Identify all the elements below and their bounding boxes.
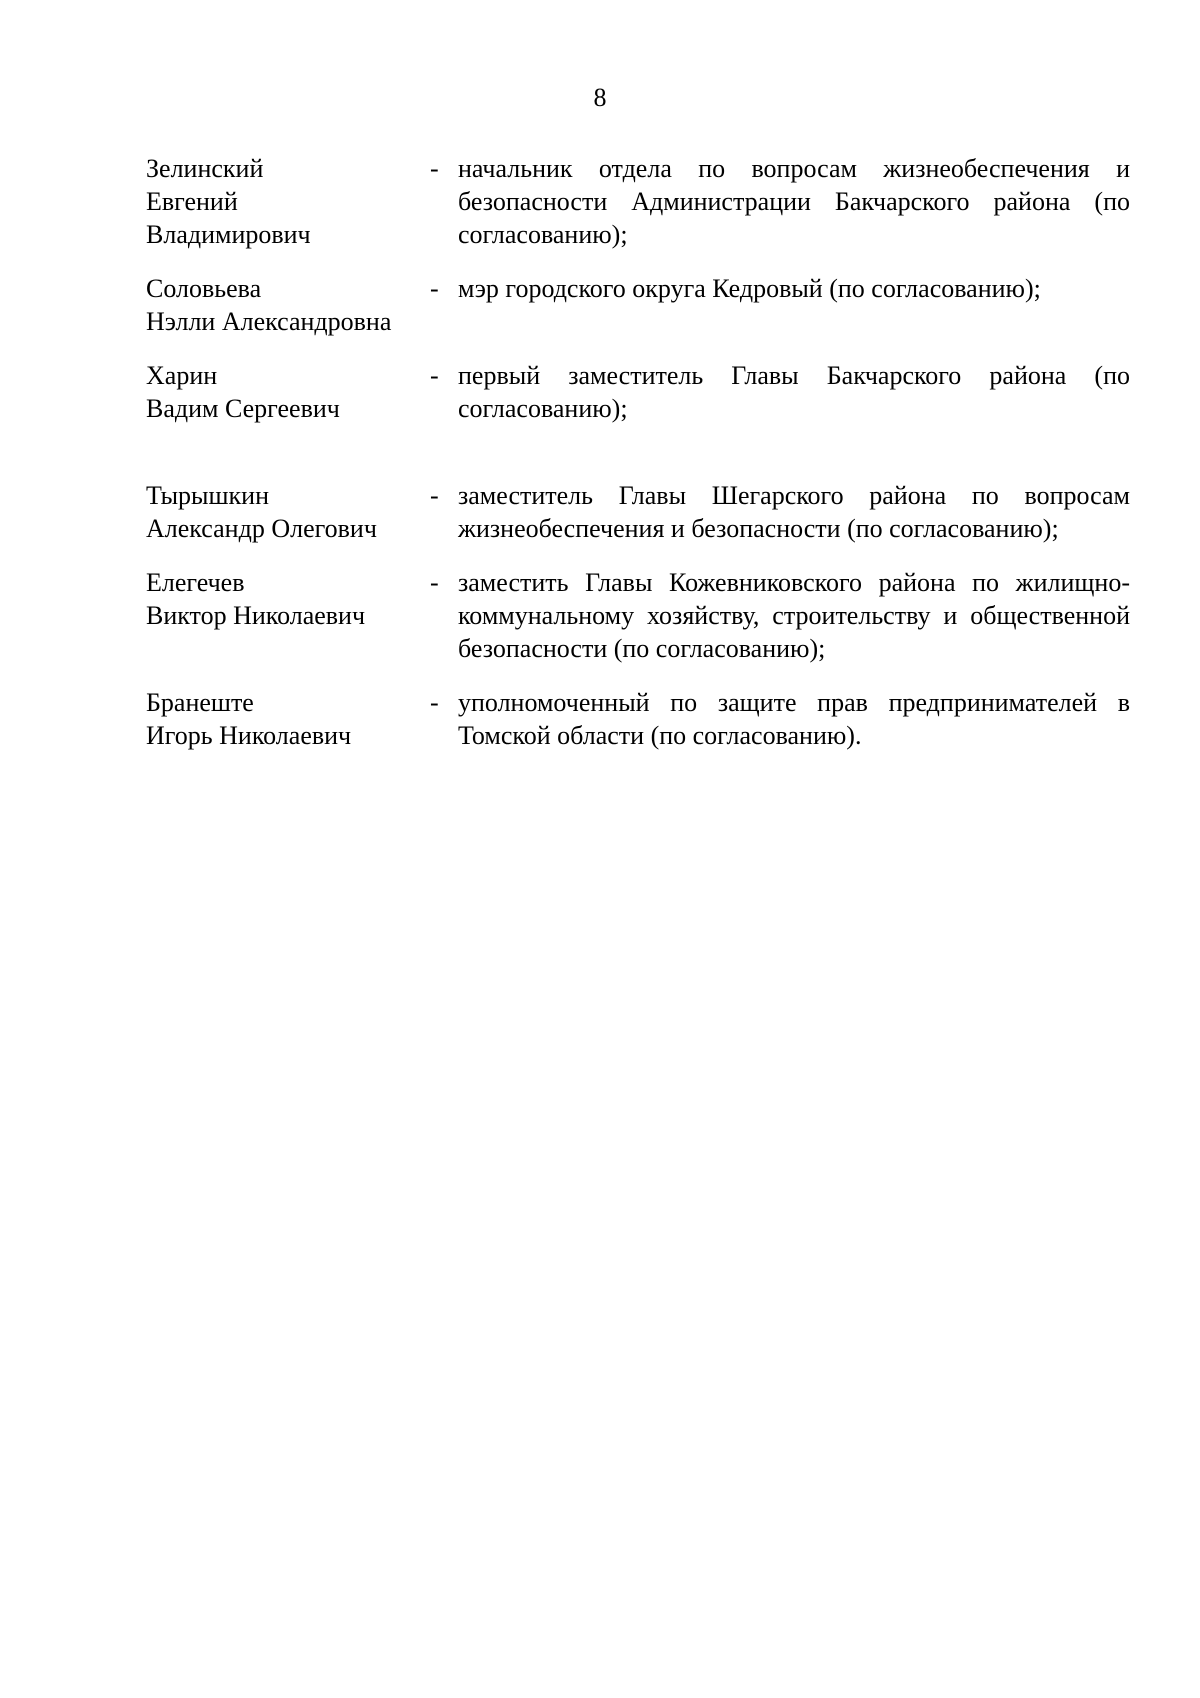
member-given-names: Вадим Сергеевич [146, 394, 340, 423]
member-name [146, 152, 430, 251]
member-given-names: Александр Олегович [146, 514, 377, 543]
dash-separator: - [430, 274, 439, 303]
member-surname: Бранеште [146, 688, 254, 717]
page-number: 8 [593, 83, 607, 112]
member-entry [146, 152, 1130, 251]
member-name [146, 479, 430, 545]
member-patronymic: Владимирович [146, 220, 311, 249]
member-position: заместить Главы Кожевниковского района по жилищно-коммунальному хозяйству, строительству и общественной безопасности (по согласованию); [458, 568, 1130, 663]
member-name [146, 272, 430, 338]
member-position: уполномоченный по защите прав предпринимателей в Томской области (по согласованию). [458, 688, 1130, 750]
member-position: начальник отдела по вопросам жизнеобеспечения и безопасности Администрации Бакчарского района (по согласованию); [458, 154, 1130, 249]
member-entry [146, 359, 1130, 425]
member-position: мэр городского округа Кедровый (по согласованию); [458, 274, 1041, 303]
member-entry [146, 686, 1130, 752]
dash-separator: - [430, 154, 439, 183]
member-surname: Харин [146, 361, 218, 390]
member-surname: Тырышкин [146, 481, 270, 510]
member-given-names: Виктор Николаевич [146, 601, 366, 630]
member-position: первый заместитель Главы Бакчарского района (по согласованию); [458, 361, 1130, 423]
member-name [146, 359, 430, 425]
dash-separator: - [430, 481, 439, 510]
member-entry [146, 479, 1130, 545]
dash-separator: - [430, 688, 439, 717]
member-entry [146, 272, 1130, 338]
member-entry [146, 566, 1130, 665]
member-given-names: Игорь Николаевич [146, 721, 352, 750]
member-position: заместитель Главы Шегарского района по вопросам жизнеобеспечения и безопасности (по согласованию); [458, 481, 1130, 543]
member-given-names: Нэлли Александровна [146, 307, 392, 336]
member-surname: Соловьева [146, 274, 262, 303]
member-name [146, 686, 430, 752]
member-surname: Зелинский [146, 154, 264, 183]
member-name [146, 566, 430, 665]
member-surname: Елегечев [146, 568, 245, 597]
member-first-name: Евгений [146, 187, 238, 216]
members-list [146, 152, 1130, 773]
dash-separator: - [430, 361, 439, 390]
dash-separator: - [430, 568, 439, 597]
